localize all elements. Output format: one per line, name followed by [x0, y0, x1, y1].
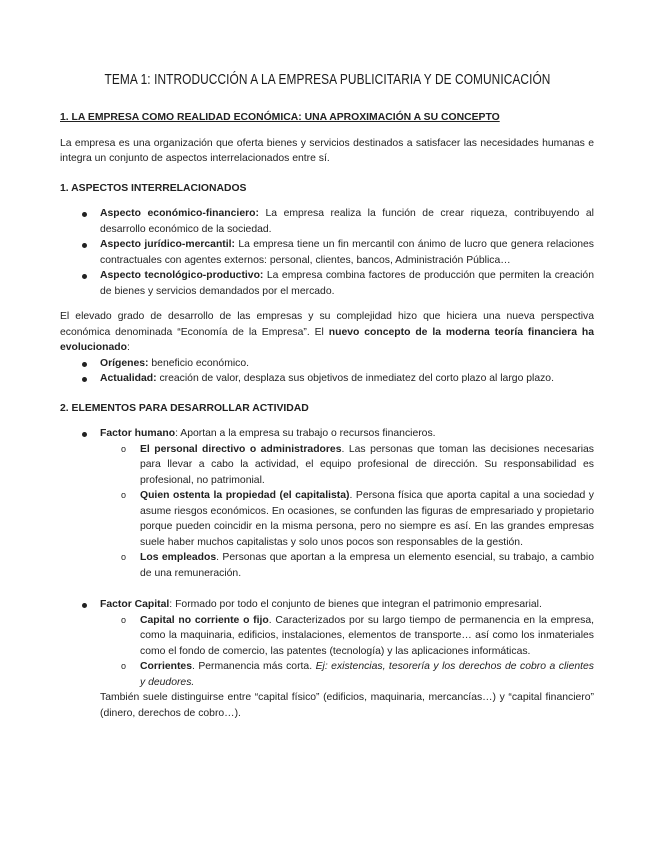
item-text: . Permanencia más corta. — [191, 661, 316, 672]
item-text: : Formado por todo el conjunto de bienes que integran el patrimonio empresarial. — [169, 599, 542, 610]
paragraph-text: El elevado grado de desarrollo de las empresas y su complejidad hizo que hiciera una nueva perspectiva económica denominada “Economía de la Empresa”. El — [60, 311, 594, 338]
item-label: Orígenes: — [100, 357, 149, 369]
item-text: . Persona física que aporta capital a una sociedad y asume riesgos económicos. En ocasiones, se confunden las figuras de empresariado y propietario porque pueden coincidir en la misma persona, pero no siempre es así. En las grandes empresas suele haber muchos capitalistas y solo unos pocos son responsables de la gestión. — [140, 490, 594, 548]
item-label: Corrientes — [140, 661, 192, 672]
item-label: Factor Capital — [100, 599, 170, 610]
capital-factor-sublist — [100, 613, 594, 691]
item-text: . Las personas que toman las decisiones necesarias para llevar a cabo la actividad, el equipo profesional de dirección. Su responsabilidad es profesional, no patrimonial. — [140, 443, 595, 486]
item-text: : Aportan a la empresa su trabajo o recursos financieros. — [175, 428, 436, 439]
item-label: Aspecto jurídico-mercantil: — [100, 239, 235, 250]
paragraph-bold-text: nuevo concepto de la moderna teoría financiera ha evolucionado — [60, 326, 594, 353]
section-1-heading: 1. LA EMPRESA COMO REALIDAD ECONÓMICA: UNA APROXIMACIÓN A SU CONCEPTO — [60, 112, 500, 123]
item-label: Factor humano — [100, 428, 176, 439]
item-example: Ej: existencias, tesorería y los derechos de cobro a clientes y deudores. — [140, 661, 594, 688]
page-title: TEMA 1: INTRODUCCIÓN A LA EMPRESA PUBLICITARIA Y DE COMUNICACIÓN — [104, 72, 551, 88]
item-label: Aspecto económico-financiero: — [100, 208, 259, 219]
item-label: El personal directivo o administradores — [140, 443, 342, 455]
list-item — [60, 237, 594, 268]
item-label: Capital no corriente o fijo — [140, 614, 269, 626]
sub-list-item — [100, 488, 594, 550]
aspects-heading: 1. ASPECTOS INTERRELACIONADOS — [60, 182, 247, 194]
list-item-human-factor — [60, 426, 594, 581]
capital-note: También suele distinguirse entre “capital físico” (edificios, maquinaria, mercancías…) y “capital financiero” (dinero, derechos de cobro…). — [100, 692, 594, 719]
document-body — [60, 110, 594, 721]
list-spacer — [60, 581, 594, 597]
item-text: La empresa tiene un fin mercantil con ánimo de lucro que genera relaciones contractuales con agentes externos: personal, clientes, bancos, Administración Pública… — [100, 239, 594, 266]
list-item — [60, 268, 594, 299]
human-factor-sublist — [100, 442, 594, 582]
item-text: beneficio económico. — [148, 357, 250, 369]
list-item-capital-factor — [60, 597, 594, 690]
factors-list — [60, 426, 594, 690]
item-text: La empresa combina factores de producción que permiten la creación de bienes y servicios demandados por el mercado. — [100, 270, 594, 297]
item-label: Quien ostenta la propiedad (el capitalista) — [140, 490, 350, 501]
item-text: La empresa realiza la función de crear riqueza, contribuyendo al desarrollo económico de la sociedad. — [100, 208, 594, 235]
aspects-list — [60, 206, 594, 299]
item-text: creación de valor, desplaza sus objetivos de inmediatez del corto plazo al largo plazo. — [156, 373, 554, 384]
sub-list-item — [100, 550, 594, 581]
item-label: Aspecto tecnológico-productivo: — [100, 270, 264, 281]
list-item — [60, 206, 594, 237]
paragraph-end: : — [126, 342, 130, 353]
item-label: Actualidad: — [100, 373, 157, 384]
section-2-heading: 2. ELEMENTOS PARA DESARROLLAR ACTIVIDAD — [60, 402, 309, 414]
evolution-list — [60, 356, 594, 387]
item-text: . Personas que aportan a la empresa un elemento esencial, su trabajo, a cambio de una remuneración. — [140, 552, 594, 579]
list-item — [60, 371, 594, 387]
sub-list-item — [100, 613, 594, 660]
sub-list-item — [100, 659, 594, 690]
evolution-paragraph — [60, 309, 594, 356]
intro-paragraph: La empresa es una organización que oferta bienes y servicios destinados a satisfacer las necesidades humanas e integra un conjunto de aspectos interrelacionados entre sí. — [60, 137, 594, 164]
item-label: Los empleados — [140, 552, 217, 563]
list-item — [60, 356, 594, 372]
item-text: . Caracterizados por su largo tiempo de permanencia en la empresa, como la maquinaria, edificios, instalaciones, elementos de transporte… así como los inmateriales como el fondo de comercio, las patentes (tecnología) y las aplicaciones informáticas. — [140, 614, 594, 657]
sub-list-item — [100, 442, 594, 489]
